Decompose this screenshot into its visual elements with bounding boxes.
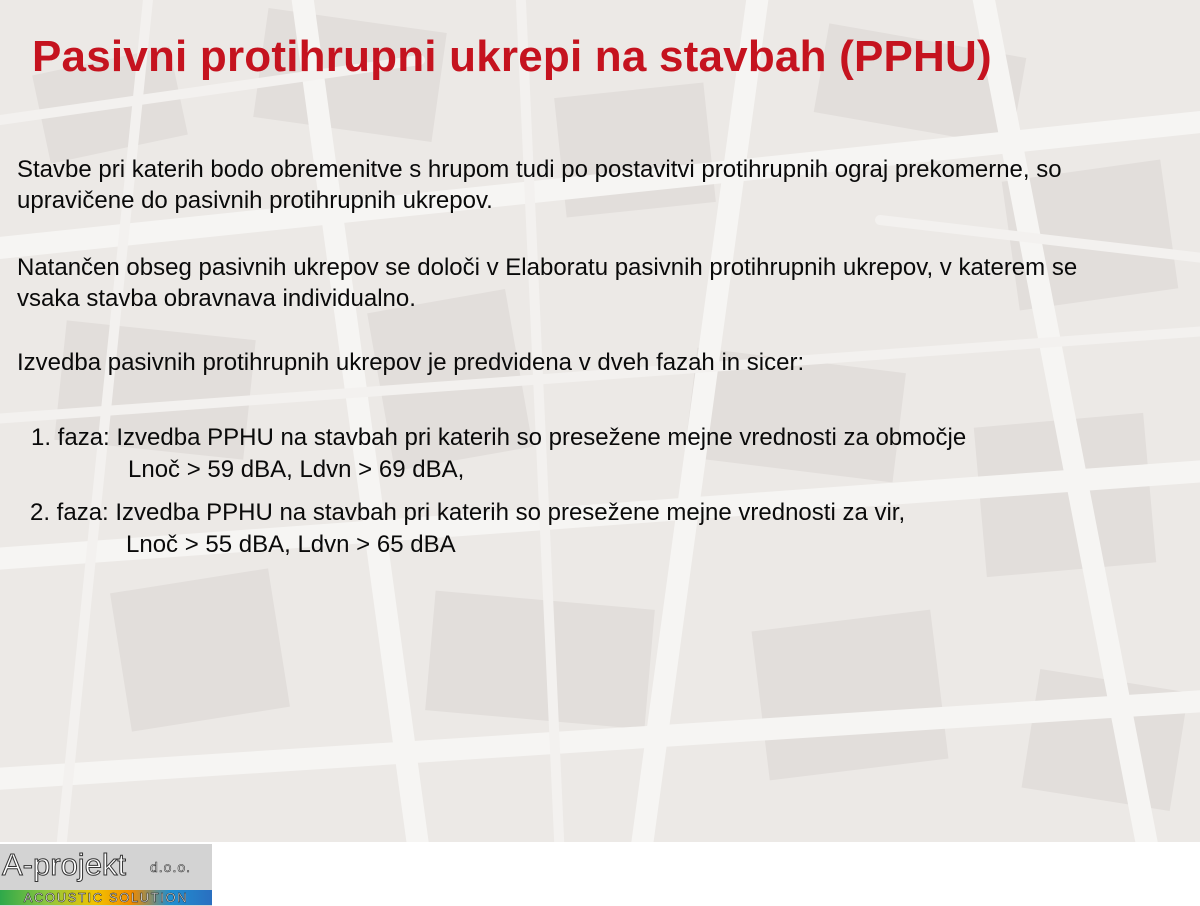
phase-1-description: 1. faza: Izvedba PPHU na stavbah pri katerih so presežene mejne vrednosti za območje: [31, 424, 967, 451]
logo-suffix: d.o.o.: [150, 859, 192, 875]
logo-name: A-projekt: [2, 847, 127, 882]
phase-2-limits: Lnoč > 55 dBA, Ldvn > 65 dBA: [126, 531, 456, 558]
logo-tagline: ACOUSTIC SOLUTION: [23, 890, 189, 905]
paragraph-eligibility: Stavbe pri katerih bodo obremenitve s hrupom tudi po postavitvi protihrupnih ograj prekomerne, so upravičene do pasivnih protihrupnih ukrepov.: [17, 156, 1062, 214]
paragraph-elaborate: Natančen obseg pasivnih ukrepov se določi v Elaboratu pasivnih protihrupnih ukrepov, v katerem se vsaka stavba obravnava individualno.: [17, 254, 1078, 312]
slide-title: Pasivni protihrupni ukrepi na stavbah (PPHU): [32, 32, 992, 81]
company-logo: [0, 844, 212, 906]
phase-2-description: 2. faza: Izvedba PPHU na stavbah pri katerih so presežene mejne vrednosti za vir,: [30, 499, 906, 526]
paragraph-phases-intro: Izvedba pasivnih protihrupnih ukrepov je predvidena v dveh fazah in sicer:: [17, 349, 805, 376]
phase-1-limits: Lnoč > 59 dBA, Ldvn > 69 dBA,: [128, 456, 465, 483]
